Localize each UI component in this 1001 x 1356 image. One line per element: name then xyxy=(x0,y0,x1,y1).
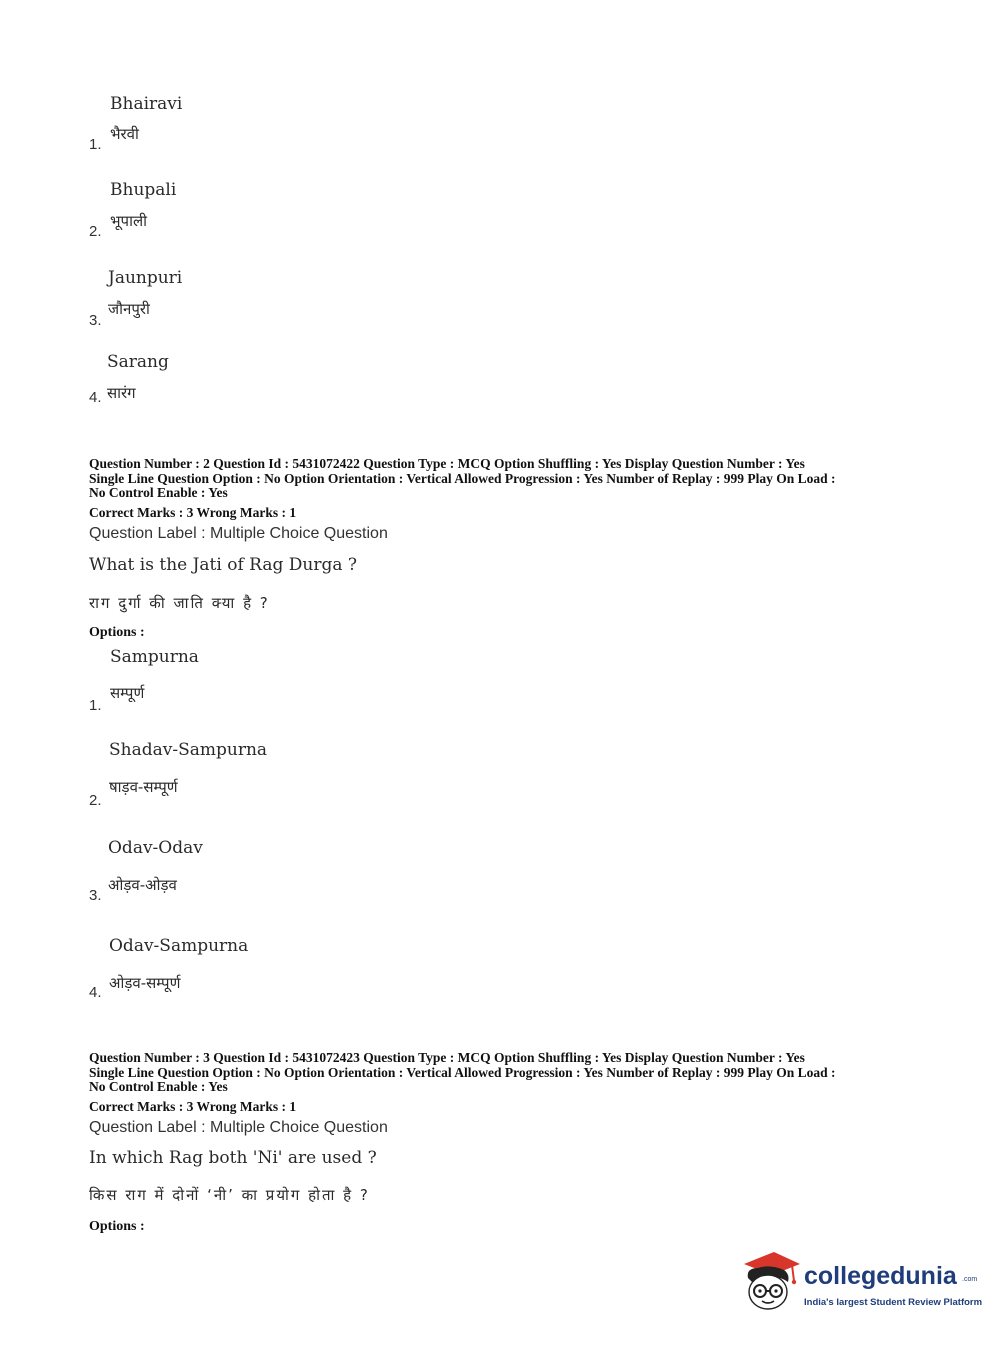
question-meta-line-2: Single Line Question Option : No Option Orientation : Vertical Allowed Progression : Yes Number of Replay : 999 Play On Load : xyxy=(89,470,836,486)
option-text-hi: सम्पूर्ण xyxy=(110,684,145,702)
options-heading: Options : xyxy=(89,625,145,640)
option-number: 4. xyxy=(89,984,102,1001)
option-text-hi: भैरवी xyxy=(110,125,139,143)
option-text-hi: जौनपुरी xyxy=(108,300,150,318)
option-number: 2. xyxy=(89,223,102,240)
question-text-en: In which Rag both 'Ni' are used ? xyxy=(89,1148,377,1168)
option-text-en: Odav-Odav xyxy=(108,838,203,858)
option-text-hi: षाड़व-सम्पूर्ण xyxy=(109,778,178,796)
question-text-hi: राग दुर्गा की जाति क्या है ? xyxy=(89,594,270,612)
option-text-en: Bhairavi xyxy=(110,94,183,114)
logo-tagline: India's largest Student Review Platform xyxy=(804,1297,983,1308)
option-number: 3. xyxy=(89,887,102,904)
option-text-hi: भूपाली xyxy=(110,212,148,230)
question-meta-line-3: No Control Enable : Yes xyxy=(89,1079,228,1095)
question-meta-line-3: No Control Enable : Yes xyxy=(89,485,228,501)
question-text-en: What is the Jati of Rag Durga ? xyxy=(89,555,358,575)
question-meta-line-1: Question Number : 3 Question Id : 5431072423 Question Type : MCQ Option Shuffling : Yes Display Question Number : Yes xyxy=(89,1050,805,1065)
option-number: 1. xyxy=(89,136,102,153)
question-text-hi: किस राग में दोनों ‘नी’ का प्रयोग होता है ? xyxy=(89,1186,370,1204)
option-text-en: Sampurna xyxy=(110,647,199,667)
options-heading: Options : xyxy=(89,1219,145,1234)
option-number: 3. xyxy=(89,312,102,329)
question-marks: Correct Marks : 3 Wrong Marks : 1 xyxy=(89,505,297,520)
option-number: 4. xyxy=(89,389,102,406)
option-text-en: Jaunpuri xyxy=(108,268,183,288)
logo-brand-text: collegedunia xyxy=(804,1262,957,1290)
logo-domain-suffix: .com xyxy=(962,1276,978,1283)
question-marks: Correct Marks : 3 Wrong Marks : 1 xyxy=(89,1099,297,1114)
question-meta-line-1: Question Number : 2 Question Id : 5431072422 Question Type : MCQ Option Shuffling : Yes Display Question Number : Yes xyxy=(89,456,805,471)
collegedunia-logo[interactable] xyxy=(740,1248,983,1318)
option-text-en: Shadav-Sampurna xyxy=(109,740,268,760)
option-text-en: Sarang xyxy=(107,352,169,372)
option-number: 2. xyxy=(89,792,102,809)
option-text-hi: सारंग xyxy=(107,384,136,402)
option-text-en: Odav-Sampurna xyxy=(109,936,249,956)
option-text-hi: ओड़व-ओड़व xyxy=(108,876,177,894)
question-label: Question Label : Multiple Choice Question xyxy=(89,1119,388,1136)
question-meta-line-2: Single Line Question Option : No Option Orientation : Vertical Allowed Progression : Yes Number of Replay : 999 Play On Load : xyxy=(89,1064,836,1080)
option-text-en: Bhupali xyxy=(110,180,177,200)
question-label: Question Label : Multiple Choice Question xyxy=(89,525,388,542)
option-text-hi: ओड़व-सम्पूर्ण xyxy=(109,974,181,992)
option-number: 1. xyxy=(89,697,102,714)
student-mascot-icon xyxy=(740,1248,802,1314)
